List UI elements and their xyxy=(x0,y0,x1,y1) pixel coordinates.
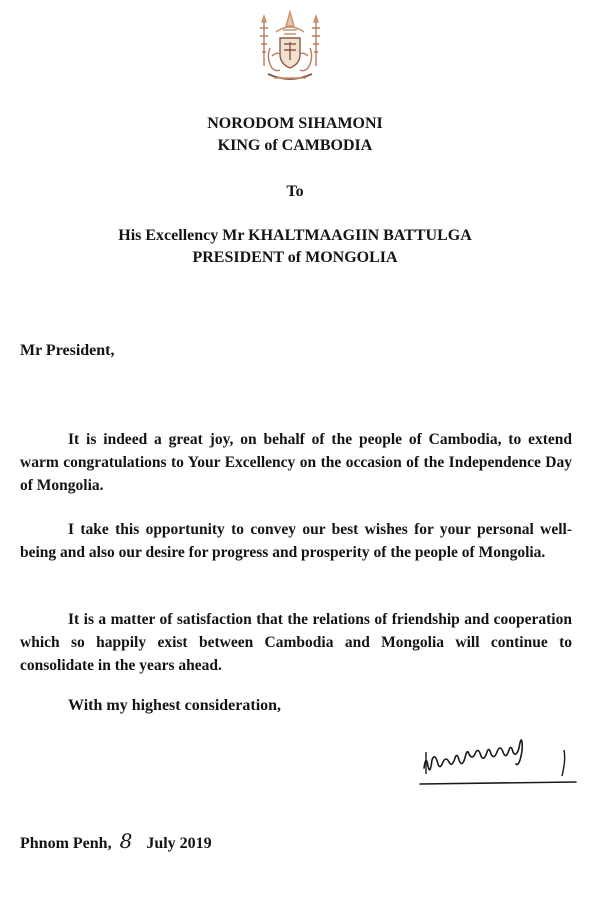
recipient-title: PRESIDENT of MONGOLIA xyxy=(192,249,398,266)
body-paragraph-1: It is indeed a great joy, on behalf of the people of Cambodia, to extend warm congratulations to Your Excellency on the occasion of the Independence Day of Mongolia. xyxy=(20,431,572,494)
place: Phnom Penh, xyxy=(20,835,112,852)
signature-icon xyxy=(418,738,578,790)
date-month-year: July 2019 xyxy=(146,835,212,852)
body-paragraph-3: It is a matter of satisfaction that the relations of friendship and cooperation which so happily exist between Cambodia and Mongolia will continue to consolidate in the years ahead. xyxy=(20,611,572,674)
sender-name: NORODOM SIHAMONI xyxy=(207,115,383,132)
date-day-handwritten: 8 xyxy=(119,829,133,853)
closing-line: With my highest consideration, xyxy=(68,697,282,714)
address-to: To xyxy=(286,183,304,200)
royal-arms-emblem-icon xyxy=(250,8,330,86)
body-paragraph-2: I take this opportunity to convey our best wishes for your personal well-being and also our desire for progress and prosperity of the people of Mongolia. xyxy=(20,521,572,561)
salutation: Mr President, xyxy=(20,342,115,359)
sender-title: KING of CAMBODIA xyxy=(217,137,373,154)
place-and-date xyxy=(20,829,212,856)
recipient-name: His Excellency Mr KHALTMAAGIIN BATTULGA xyxy=(118,227,472,244)
